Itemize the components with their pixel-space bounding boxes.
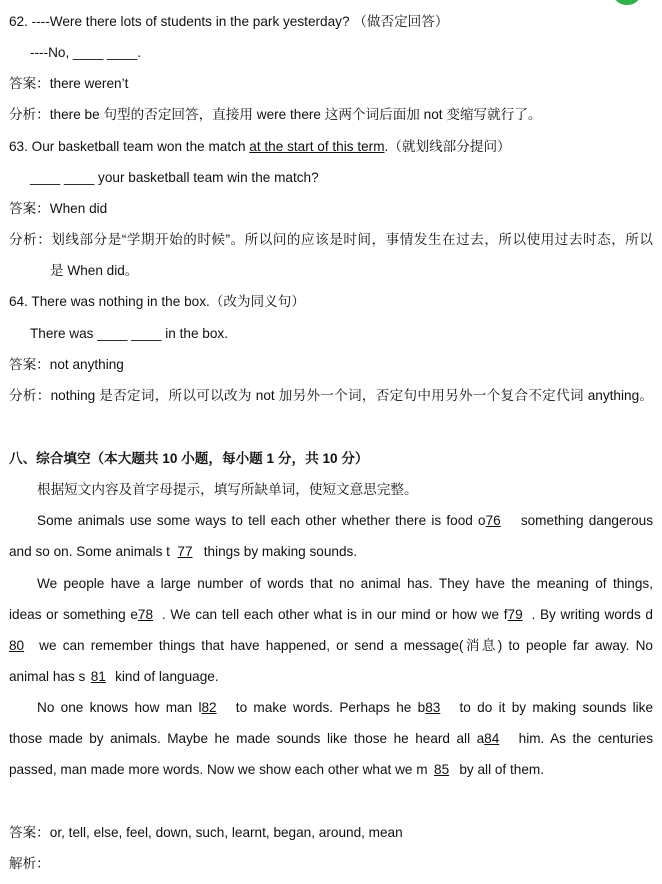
passage-line xyxy=(37,698,653,718)
q64-line: There was ____ ____ in the box. xyxy=(30,326,228,341)
answer-label: 答案： xyxy=(9,201,50,216)
blank-77: 77 xyxy=(177,544,193,559)
q63-line: ____ ____ your basketball team win the match? xyxy=(30,170,319,185)
blank-76: 76 xyxy=(485,513,501,528)
answer-text: there weren’t xyxy=(49,76,129,91)
passage-line xyxy=(9,729,653,749)
passage-text: we can remember things that have happened, or send a message(消息) to people far away. No xyxy=(33,638,653,653)
answer-text: not anything xyxy=(49,357,124,372)
blank-82: 82 xyxy=(201,700,217,715)
passage-text: to make words. Perhaps he b xyxy=(229,700,426,715)
answer-label: 答案： xyxy=(9,76,50,91)
passage-text: ideas or something e xyxy=(9,607,138,622)
answer-label: 答案： xyxy=(9,825,50,840)
passage-text: . By writing words d xyxy=(531,607,653,622)
q63-analysis xyxy=(9,230,653,250)
passage-line xyxy=(9,605,653,625)
q63-prompt-end: .（就划线部分提问） xyxy=(384,139,511,154)
analysis-text: nothing 是否定词，所以可以改为 not 加另外一个词，否定句中用另外一个复合不定代词 anything。 xyxy=(50,388,653,403)
blank-78: 78 xyxy=(137,607,154,622)
passage-text: . We can tell each other what is in our mind or how we f xyxy=(161,607,508,622)
passage-text: and so on. Some animals t xyxy=(9,544,170,559)
passage-line: We people have a large number of words that no animal has. They have the meaning of things, xyxy=(37,576,653,591)
q63-prompt-start: 63. Our basketball team won the match xyxy=(9,139,250,154)
passage-text: him. As the centuries xyxy=(512,731,653,746)
q64-analysis xyxy=(9,386,653,406)
q62-prompt: 62. ----Were there lots of students in the park yesterday? （做否定回答） xyxy=(9,14,449,29)
answer-text: When did xyxy=(49,201,108,216)
passage-line xyxy=(9,542,662,562)
q62-line: ----No, ____ ____. xyxy=(30,45,142,60)
q62-analysis xyxy=(9,105,662,125)
passage-text: to do it by making sounds like xyxy=(453,700,654,715)
answer-label: 答案： xyxy=(9,357,50,372)
passage-text: those made by animals. Maybe he made sounds like those he heard all a xyxy=(9,731,485,746)
analysis-label: 分析： xyxy=(9,388,51,403)
answer-text: or, tell, else, feel, down, such, learnt, began, around, mean xyxy=(49,825,403,840)
passage-line xyxy=(9,760,662,780)
passage-text: animal has s xyxy=(9,669,86,684)
analysis-text: 划线部分是“学期开始的时候”。所以问的应该是时间，事情发生在过去，所以使用过去时态，所以 xyxy=(51,232,653,247)
passage-text: things by making sounds. xyxy=(199,544,358,559)
logo-mark-icon xyxy=(644,0,656,5)
section-answer xyxy=(9,823,662,843)
logo-icon xyxy=(614,0,640,5)
analysis-label: 分析： xyxy=(9,107,50,122)
passage-text: passed, man made more words. Now we show each other what we m xyxy=(9,762,428,777)
section-instruction: 根据短文内容及首字母提示，填写所缺单词，使短文意思完整。 xyxy=(37,482,418,497)
passage-text: Some animals use some ways to tell each other whether there is food o xyxy=(37,513,486,528)
blank-83: 83 xyxy=(425,700,441,715)
q62-answer xyxy=(9,74,662,94)
passage-text: No one knows how man l xyxy=(37,700,202,715)
q63-underlined-phrase: at the start of this term xyxy=(249,139,385,154)
blank-79: 79 xyxy=(507,607,523,622)
passage-text: by all of them. xyxy=(455,762,544,777)
section-analysis-label: 解析： xyxy=(9,856,50,871)
analysis-label: 分析： xyxy=(9,232,52,247)
passage-line xyxy=(9,636,653,656)
passage-line xyxy=(9,667,662,687)
blank-84: 84 xyxy=(484,731,500,746)
q63-prompt xyxy=(9,137,662,157)
section-title: 八、综合填空（本大题共 10 小题，每小题 1 分，共 10 分） xyxy=(9,451,369,466)
blank-81: 81 xyxy=(90,669,106,684)
analysis-text: there be 句型的否定回答，直接用 were there 这两个词后面加 not 变缩写就行了。 xyxy=(49,107,542,122)
passage-text: something dangerous xyxy=(515,513,653,528)
blank-85: 85 xyxy=(434,762,450,777)
q63-answer xyxy=(9,199,662,219)
passage-text: kind of language. xyxy=(111,669,219,684)
blank-80: 80 xyxy=(9,638,25,653)
q64-prompt: 64. There was nothing in the box.（改为同义句） xyxy=(9,294,305,309)
q64-answer xyxy=(9,355,662,375)
passage-line xyxy=(37,511,653,531)
q63-analysis-cont: 是 When did。 xyxy=(50,263,139,278)
